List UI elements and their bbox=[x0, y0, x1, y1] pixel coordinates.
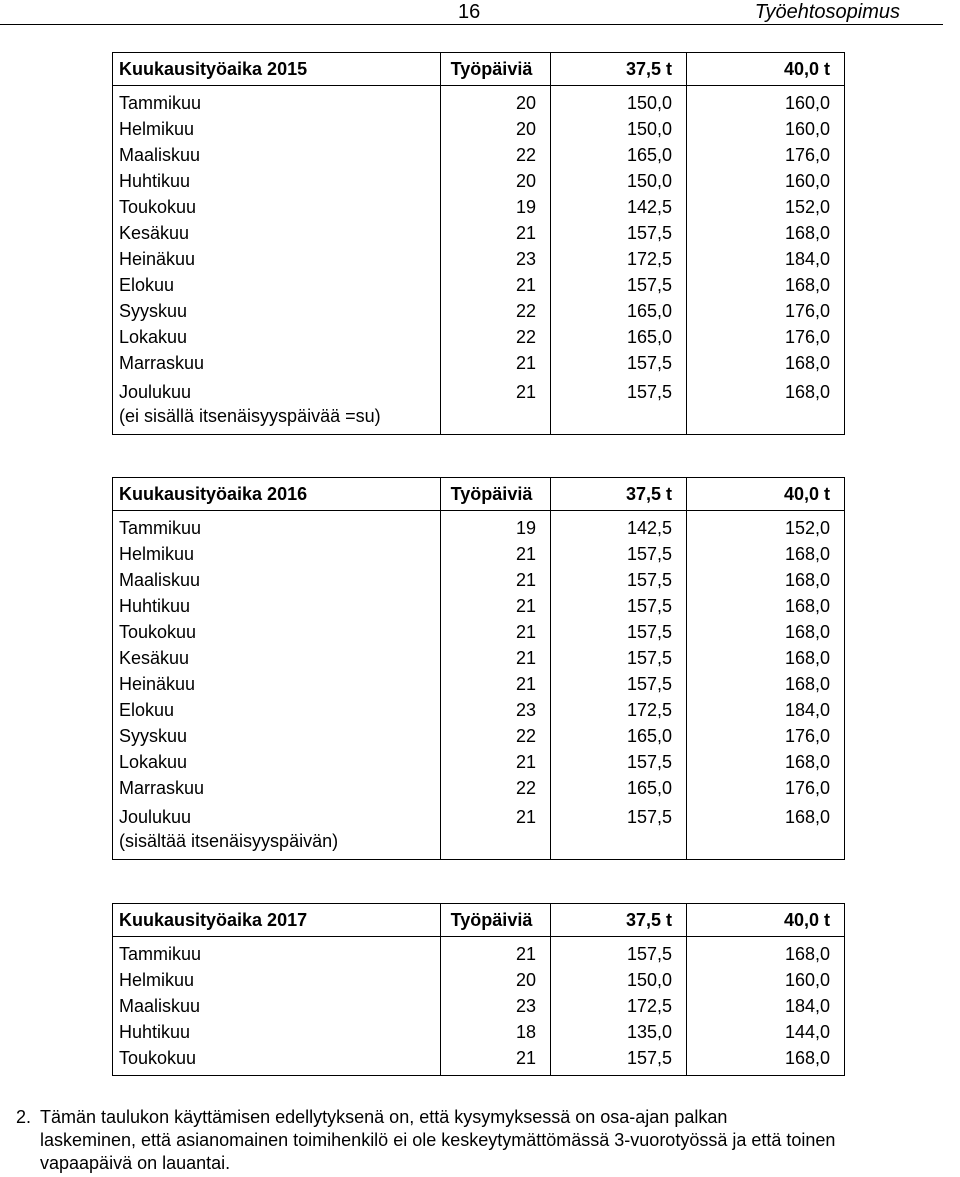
month-name: Helmikuu bbox=[119, 970, 195, 990]
workdays-cell: 19 bbox=[441, 511, 551, 542]
table-row bbox=[113, 272, 845, 298]
table-row bbox=[113, 86, 845, 117]
hours-375-cell: 157,5 bbox=[551, 1045, 687, 1076]
hours-40-cell: 176,0 bbox=[687, 298, 845, 324]
hours-40-column-header: 40,0 t bbox=[687, 53, 845, 86]
hours-40-cell: 168,0 bbox=[687, 619, 845, 645]
workdays-cell: 20 bbox=[441, 967, 551, 993]
workdays-cell: 20 bbox=[441, 86, 551, 117]
month-name: Toukokuu bbox=[119, 622, 197, 642]
table-row bbox=[113, 967, 845, 993]
month-name: Joulukuu bbox=[119, 807, 192, 827]
hours-40-cell: 168,0 bbox=[687, 645, 845, 671]
hours-40-cell: 168,0 bbox=[687, 937, 845, 968]
table-row bbox=[113, 619, 845, 645]
month-cell bbox=[113, 220, 441, 246]
footnote bbox=[16, 1106, 960, 1175]
page-header bbox=[0, 0, 943, 25]
month-cell bbox=[113, 142, 441, 168]
hours-375-cell: 165,0 bbox=[551, 775, 687, 801]
month-name: Syyskuu bbox=[119, 726, 188, 746]
table-row bbox=[113, 350, 845, 376]
month-cell bbox=[113, 324, 441, 350]
document-title: Työehtosopimus bbox=[754, 1, 900, 23]
month-cell bbox=[113, 801, 441, 860]
month-cell bbox=[113, 697, 441, 723]
table-header-row bbox=[113, 904, 845, 937]
table-header-row bbox=[113, 53, 845, 86]
month-cell bbox=[113, 1045, 441, 1076]
hours-375-cell: 157,5 bbox=[551, 567, 687, 593]
hours-40-cell: 168,0 bbox=[687, 220, 845, 246]
hours-375-cell: 157,5 bbox=[551, 593, 687, 619]
hours-375-cell: 157,5 bbox=[551, 671, 687, 697]
workdays-cell: 21 bbox=[441, 645, 551, 671]
hours-375-cell: 150,0 bbox=[551, 168, 687, 194]
table-row bbox=[113, 116, 845, 142]
month-cell bbox=[113, 194, 441, 220]
month-name: Tammikuu bbox=[119, 93, 202, 113]
workdays-cell: 21 bbox=[441, 220, 551, 246]
hours-375-cell: 165,0 bbox=[551, 723, 687, 749]
work-hours-table-2016 bbox=[112, 477, 845, 860]
hours-375-cell: 157,5 bbox=[551, 801, 687, 860]
month-cell bbox=[113, 541, 441, 567]
hours-40-cell: 168,0 bbox=[687, 593, 845, 619]
workdays-cell: 23 bbox=[441, 697, 551, 723]
hours-375-column-header: 37,5 t bbox=[551, 53, 687, 86]
table-row bbox=[113, 645, 845, 671]
table-header-row bbox=[113, 478, 845, 511]
table-row bbox=[113, 376, 845, 435]
workdays-cell: 20 bbox=[441, 116, 551, 142]
month-name: Heinäkuu bbox=[119, 249, 196, 269]
month-cell bbox=[113, 272, 441, 298]
month-cell bbox=[113, 619, 441, 645]
month-name: Heinäkuu bbox=[119, 674, 196, 694]
hours-40-cell: 144,0 bbox=[687, 1019, 845, 1045]
hours-40-cell: 160,0 bbox=[687, 86, 845, 117]
work-hours-table-2017 bbox=[112, 903, 845, 1076]
hours-40-cell: 168,0 bbox=[687, 671, 845, 697]
hours-375-cell: 150,0 bbox=[551, 967, 687, 993]
workdays-cell: 21 bbox=[441, 541, 551, 567]
month-cell bbox=[113, 116, 441, 142]
footnote-line: vapaapäivä on lauantai. bbox=[40, 1153, 231, 1173]
month-name: Helmikuu bbox=[119, 544, 195, 564]
hours-375-column-header: 37,5 t bbox=[551, 478, 687, 511]
month-name: Lokakuu bbox=[119, 752, 188, 772]
hours-375-cell: 157,5 bbox=[551, 220, 687, 246]
month-name: Joulukuu bbox=[119, 382, 192, 402]
hours-40-cell: 184,0 bbox=[687, 993, 845, 1019]
workdays-cell: 22 bbox=[441, 324, 551, 350]
month-cell bbox=[113, 749, 441, 775]
hours-375-cell: 157,5 bbox=[551, 645, 687, 671]
month-cell bbox=[113, 775, 441, 801]
month-name: Toukokuu bbox=[119, 1048, 197, 1068]
hours-375-cell: 157,5 bbox=[551, 619, 687, 645]
footnote-line bbox=[16, 1106, 960, 1129]
month-column-header: Kuukausityöaika 2015 bbox=[113, 53, 441, 86]
month-name: Elokuu bbox=[119, 700, 175, 720]
month-cell bbox=[113, 993, 441, 1019]
hours-375-cell: 157,5 bbox=[551, 376, 687, 435]
month-name: Maaliskuu bbox=[119, 570, 201, 590]
workdays-cell: 18 bbox=[441, 1019, 551, 1045]
month-name: Maaliskuu bbox=[119, 996, 201, 1016]
month-note: (sisältää itsenäisyyspäivän) bbox=[119, 831, 339, 851]
hours-40-cell: 168,0 bbox=[687, 272, 845, 298]
workdays-cell: 21 bbox=[441, 567, 551, 593]
hours-40-cell: 168,0 bbox=[687, 1045, 845, 1076]
workdays-cell: 21 bbox=[441, 671, 551, 697]
month-name: Lokakuu bbox=[119, 327, 188, 347]
month-cell bbox=[113, 298, 441, 324]
workdays-column-header: Työpäiviä bbox=[441, 478, 551, 511]
workdays-cell: 21 bbox=[441, 619, 551, 645]
workdays-cell: 21 bbox=[441, 272, 551, 298]
month-cell bbox=[113, 723, 441, 749]
table-row bbox=[113, 937, 845, 968]
month-cell bbox=[113, 937, 441, 968]
hours-375-cell: 157,5 bbox=[551, 272, 687, 298]
hours-40-cell: 176,0 bbox=[687, 775, 845, 801]
workdays-cell: 21 bbox=[441, 350, 551, 376]
hours-40-cell: 168,0 bbox=[687, 801, 845, 860]
month-column-header: Kuukausityöaika 2016 bbox=[113, 478, 441, 511]
workdays-cell: 21 bbox=[441, 937, 551, 968]
month-cell bbox=[113, 511, 441, 542]
table-row bbox=[113, 801, 845, 860]
hours-375-cell: 157,5 bbox=[551, 937, 687, 968]
workdays-cell: 19 bbox=[441, 194, 551, 220]
workdays-cell: 21 bbox=[441, 376, 551, 435]
table-row bbox=[113, 511, 845, 542]
month-name: Syyskuu bbox=[119, 301, 188, 321]
hours-40-cell: 160,0 bbox=[687, 116, 845, 142]
hours-375-cell: 150,0 bbox=[551, 116, 687, 142]
hours-40-cell: 176,0 bbox=[687, 324, 845, 350]
month-note: (ei sisällä itsenäisyyspäivää =su) bbox=[119, 406, 381, 426]
month-name: Toukokuu bbox=[119, 197, 197, 217]
workdays-cell: 22 bbox=[441, 775, 551, 801]
month-cell bbox=[113, 967, 441, 993]
workdays-cell: 21 bbox=[441, 749, 551, 775]
workdays-cell: 23 bbox=[441, 993, 551, 1019]
table-row bbox=[113, 541, 845, 567]
table-row bbox=[113, 593, 845, 619]
month-name: Marraskuu bbox=[119, 353, 205, 373]
month-cell bbox=[113, 1019, 441, 1045]
hours-375-cell: 135,0 bbox=[551, 1019, 687, 1045]
workdays-column-header: Työpäiviä bbox=[441, 904, 551, 937]
table-row bbox=[113, 324, 845, 350]
month-name: Elokuu bbox=[119, 275, 175, 295]
hours-40-column-header: 40,0 t bbox=[687, 478, 845, 511]
workdays-cell: 21 bbox=[441, 1045, 551, 1076]
hours-375-cell: 157,5 bbox=[551, 350, 687, 376]
hours-375-cell: 150,0 bbox=[551, 86, 687, 117]
hours-40-cell: 160,0 bbox=[687, 168, 845, 194]
hours-40-cell: 176,0 bbox=[687, 723, 845, 749]
table-row bbox=[113, 298, 845, 324]
workdays-cell: 21 bbox=[441, 801, 551, 860]
table-row bbox=[113, 671, 845, 697]
table-row bbox=[113, 697, 845, 723]
month-name: Kesäkuu bbox=[119, 223, 190, 243]
workdays-cell: 21 bbox=[441, 593, 551, 619]
month-cell bbox=[113, 350, 441, 376]
work-hours-table-2015 bbox=[112, 52, 845, 435]
hours-375-cell: 157,5 bbox=[551, 749, 687, 775]
footnote-text: Tämän taulukon käyttämisen edellytyksenä on, että kysymyksessä on osa-ajan palkan bbox=[40, 1107, 728, 1127]
hours-375-cell: 172,5 bbox=[551, 246, 687, 272]
table-row bbox=[113, 723, 845, 749]
hours-40-cell: 184,0 bbox=[687, 246, 845, 272]
hours-40-cell: 152,0 bbox=[687, 511, 845, 542]
month-name: Helmikuu bbox=[119, 119, 195, 139]
hours-375-cell: 142,5 bbox=[551, 194, 687, 220]
footnote-line: laskeminen, että asianomainen toimihenkilö ei ole keskeytymättömässä 3-vuorotyössä ja että toinen bbox=[40, 1130, 836, 1150]
hours-40-cell: 176,0 bbox=[687, 142, 845, 168]
hours-40-cell: 152,0 bbox=[687, 194, 845, 220]
table-row bbox=[113, 194, 845, 220]
month-name: Maaliskuu bbox=[119, 145, 201, 165]
month-name: Kesäkuu bbox=[119, 648, 190, 668]
table-row bbox=[113, 142, 845, 168]
hours-40-cell: 168,0 bbox=[687, 567, 845, 593]
month-name: Marraskuu bbox=[119, 778, 205, 798]
month-cell bbox=[113, 168, 441, 194]
month-name: Tammikuu bbox=[119, 518, 202, 538]
workdays-cell: 22 bbox=[441, 298, 551, 324]
hours-40-cell: 168,0 bbox=[687, 376, 845, 435]
month-name: Huhtikuu bbox=[119, 171, 191, 191]
table-row bbox=[113, 993, 845, 1019]
table-row bbox=[113, 168, 845, 194]
table-row bbox=[113, 567, 845, 593]
workdays-cell: 22 bbox=[441, 723, 551, 749]
workdays-column-header: Työpäiviä bbox=[441, 53, 551, 86]
month-cell bbox=[113, 376, 441, 435]
footnote-number: 2. bbox=[16, 1107, 32, 1127]
month-column-header: Kuukausityöaika 2017 bbox=[113, 904, 441, 937]
month-cell bbox=[113, 671, 441, 697]
hours-375-cell: 165,0 bbox=[551, 142, 687, 168]
table-row bbox=[113, 775, 845, 801]
hours-375-cell: 172,5 bbox=[551, 697, 687, 723]
hours-40-cell: 168,0 bbox=[687, 541, 845, 567]
hours-375-cell: 165,0 bbox=[551, 298, 687, 324]
month-cell bbox=[113, 246, 441, 272]
month-cell bbox=[113, 567, 441, 593]
hours-40-cell: 184,0 bbox=[687, 697, 845, 723]
hours-40-column-header: 40,0 t bbox=[687, 904, 845, 937]
hours-375-column-header: 37,5 t bbox=[551, 904, 687, 937]
month-name: Huhtikuu bbox=[119, 596, 191, 616]
table-row bbox=[113, 246, 845, 272]
page-number: 16 bbox=[458, 1, 481, 23]
hours-40-cell: 168,0 bbox=[687, 350, 845, 376]
table-row bbox=[113, 749, 845, 775]
hours-40-cell: 160,0 bbox=[687, 967, 845, 993]
hours-375-cell: 157,5 bbox=[551, 541, 687, 567]
hours-40-cell: 168,0 bbox=[687, 749, 845, 775]
month-cell bbox=[113, 86, 441, 117]
hours-375-cell: 142,5 bbox=[551, 511, 687, 542]
month-name: Huhtikuu bbox=[119, 1022, 191, 1042]
month-cell bbox=[113, 645, 441, 671]
workdays-cell: 20 bbox=[441, 168, 551, 194]
month-name: Tammikuu bbox=[119, 944, 202, 964]
table-row bbox=[113, 220, 845, 246]
month-cell bbox=[113, 593, 441, 619]
workdays-cell: 22 bbox=[441, 142, 551, 168]
table-row bbox=[113, 1045, 845, 1076]
hours-375-cell: 165,0 bbox=[551, 324, 687, 350]
hours-375-cell: 172,5 bbox=[551, 993, 687, 1019]
workdays-cell: 23 bbox=[441, 246, 551, 272]
table-row bbox=[113, 1019, 845, 1045]
